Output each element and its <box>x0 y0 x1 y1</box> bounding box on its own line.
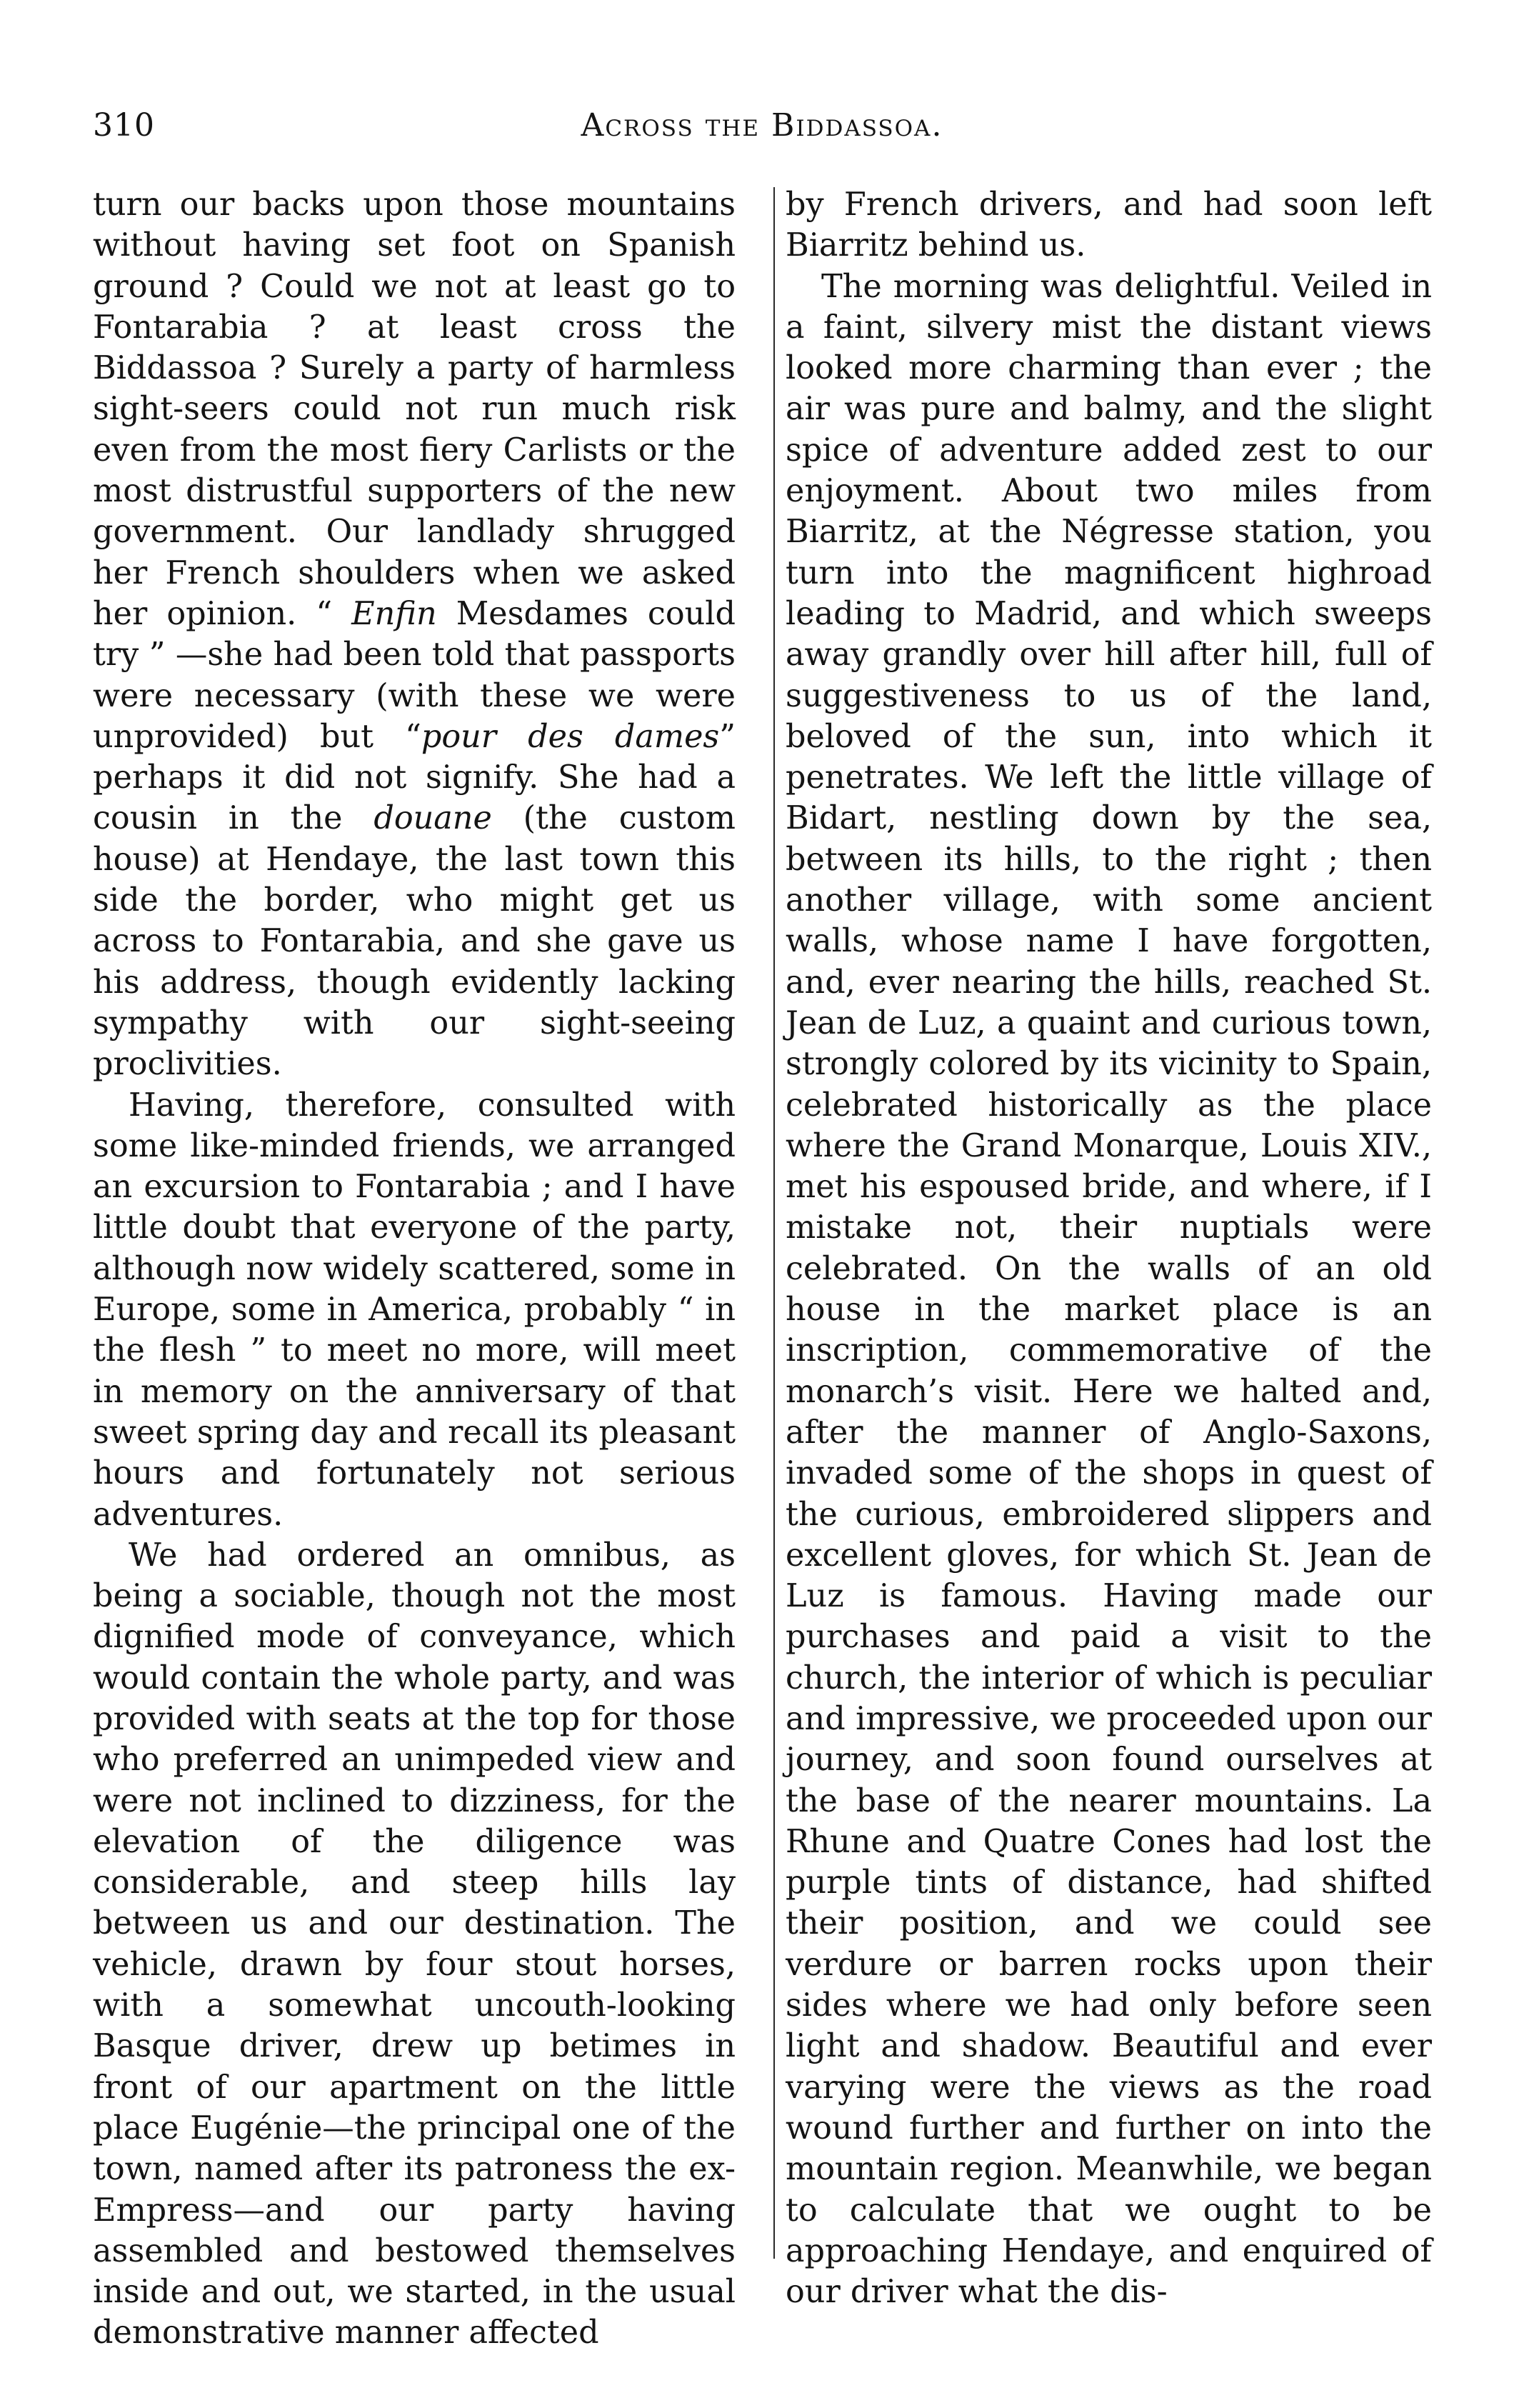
running-title: Across the Biddassoa. <box>581 107 943 144</box>
italic-text: Enfin <box>351 595 437 632</box>
page-header <box>0 107 1524 164</box>
paragraph: We had ordered an omnibus, as being a sociable, though not the most dignified mode of conveyance, which would contain the whole party, and was provided with seats at the top for those who preferred an unimpeded view and were not inclined to dizziness, for the elevation of the diligence was considerable, and steep hills lay between us and our destination. The vehicle, drawn by four stout horses, with a somewhat uncouth-looking Basque driver, drew up betimes in front of our apartment on the little place Eugénie—the principal one of the town, named after its patroness the ex-Empress—and our party having assembled and bestowed themselves inside and out, we started, in the usual demonstrative manner affected <box>93 1537 736 2352</box>
paragraph: Having, therefore, consulted with some like-minded friends, we arranged an excursion to Fontarabia ; and I have little doubt that everyone of the party, although now widely scattered, some in Europe, some in America, probably “ in the flesh ” to meet no more, will meet in memory on the anniversary of that sweet spring day and recall its pleasant hours and fortunately not serious adventures. <box>93 1086 736 1533</box>
text-run: Mesdames could try ” —she had been told that passports were necessary (with these we were unprovided) but “ <box>93 595 736 755</box>
paragraph: by French drivers, and had soon left Biarritz behind us. <box>786 186 1432 264</box>
paragraph: The morning was delightful. Veiled in a faint, silvery mist the distant views looked more charming than ever ; the air was pure and balmy, and the slight spice of adventure added zest to our enjoyment. About two miles from Biarritz, at the Négresse station, you turn into the magnificent highroad leading to Madrid, and which sweeps away grandly over hill after hill, full of suggestiveness to us of the land, beloved of the sun, into which it penetrates. We left the little village of Bidart, nestling down by the sea, between its hills, to the right ; then another village, with some ancient walls, whose name I have forgotten, and, ever nearing the hills, reached St. Jean de Luz, a quaint and curious town, strongly colored by its vicinity to Spain, celebrated historically as the place where the Grand Monarque, Louis XIV., met his espoused bride, and where, if I mistake not, their nuptials were celebrated. On the walls of an old house in the market place is an inscription, commemorative of the monarch’s visit. Here we halted and, after the manner of Anglo-Saxons, invaded some of the shops in quest of the curious, embroidered slippers and excellent gloves, for which St. Jean de Luz is famous. Having made our purchases and paid a visit to the church, the interior of which is peculiar and impressive, we proceeded upon our journey, and soon found ourselves at the base of the nearer mountains. La Rhune and Quatre Cones had lost the purple tints of distance, had shifted their position, and we could see verdure or barren rocks upon their sides where we had only before seen light and shadow. Beautiful and ever varying were the views as the road wound further and further on into the mountain region. Meanwhile, we began to calculate that we ought to be approaching Hendaye, and enquired of our driver what the dis- <box>786 268 1432 2311</box>
italic-text: douane <box>374 800 492 837</box>
column-divider <box>773 187 775 2259</box>
page-number: 310 <box>93 107 155 144</box>
text-run: turn our backs upon those mountains without having set foot on Spanish ground ? Could we not at least go to Fontarabia ? at least cross the Biddassoa ? Surely a party of harmless sight-seers could not run much risk even from the most fiery Carlists or the most distrustful supporters of the new government. Our landlady shrugged her French shoulders when we asked her opinion. “ <box>93 186 736 632</box>
italic-text: pour des dames <box>421 718 720 755</box>
paragraph <box>93 184 736 1085</box>
left-column <box>93 184 736 2354</box>
text-run: ” perhaps it did not signify. She had a cousin in the <box>93 718 736 837</box>
text-run: (the custom house) at Hendaye, the last town this side the border, who might get us across to Fontarabia, and she gave us his address, though evidently lacking sympathy with our sight-seeing proclivities. <box>93 800 736 1083</box>
right-column <box>786 184 1432 2312</box>
